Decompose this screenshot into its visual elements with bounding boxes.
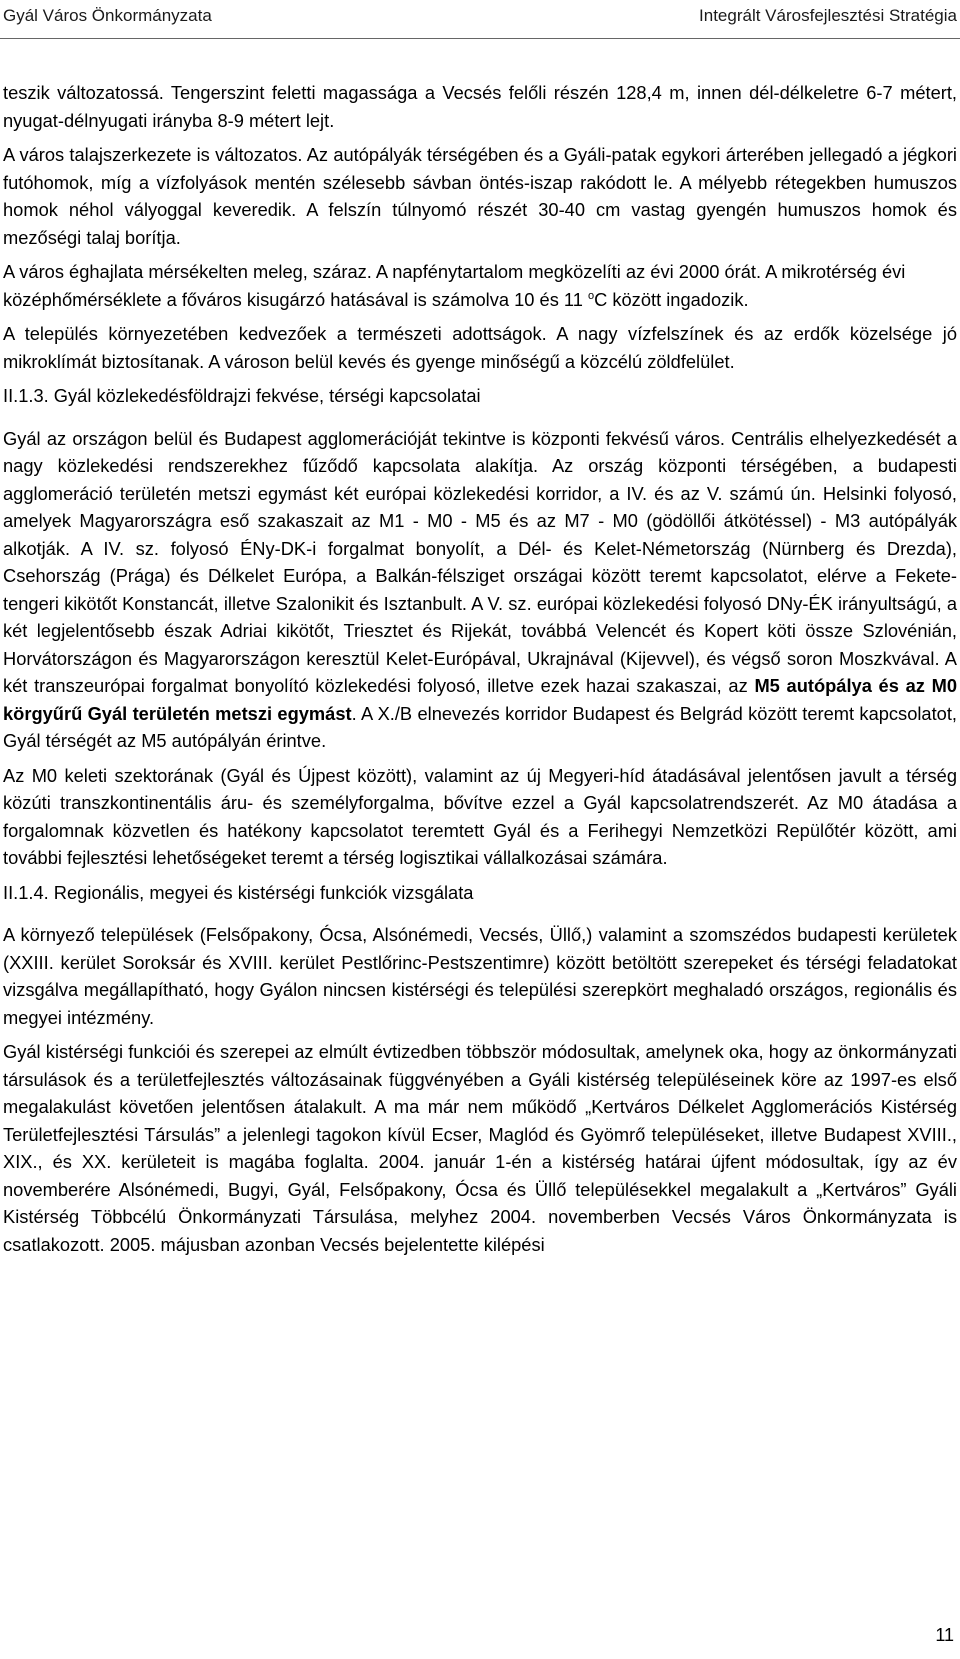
page-header — [3, 6, 957, 36]
paragraph-soil: A város talajszerkezete is változatos. Az autópályák térségében és a Gyáli-patak egykori árterében jellegadó a jégkori futóhomok, míg a vízfolyások mentén szélesebb sávban öntés-iszap rakódott le. A mélyebb rétegekben humuszos homok néhol vályoggal keveredik. A felszín túlnyomó részét 30-40 cm vastag gyengén humuszos homok és mezőségi talaj borítja. — [3, 144, 957, 248]
paragraph-regional-functions: A környező települések (Felsőpakony, Ócsa, Alsónémedi, Vecsés, Üllő,) valamint a szomszédos budapesti kerületek (XXIII. kerület Soroksár és XVIII. kerület Pestlőrinc-Pestszentimre) között betöltött szerepeket és térségi feladatokat vizsgálva megállapítható, hogy Gyálon nincsen kistérségi és települési szerepkört meghaladó országos, regionális és megyei intézmény. — [3, 924, 957, 1028]
paragraph-subregion: Gyál kistérségi funkciói és szerepei az elmúlt évtizedben többször módosultak, amelynek oka, hogy az önkormányzati társulások és a területfejlesztés változásainak függvényében a Gyáli kistérség településeinek köre az 1997-es első megalakulást követően jelentősen átalakult. A ma már nem működő „Kertváros Délkelet Agglomerációs Kistérség Területfejlesztési Társulás” a jelenlegi tagokon kívül Ecser, Maglód és Gyömrő településeket, illetve Budapest XVIII., XIX., és XX. kerületeit is magába foglalta. 2004. január 1-én a kistérség határai újfent módosultak, így az év novemberére Alsónémedi, Bugyi, Gyál, Felsőpakony, Ócsa és Üllő településekkel megalakult a „Kertváros” Gyáli Kistérség Többcélú Önkormányzati Társulása, melyhez 2004. novemberben Vecsés Város Önkormányzata is csatlakozott. 2005. májusban azonban Vecsés bejelentette kilépési — [3, 1041, 957, 1255]
page-number: 11 — [935, 1625, 954, 1645]
degree-superscript: o — [587, 289, 595, 302]
paragraph-m0: Az M0 keleti szektorának (Gyál és Újpest között), valamint az új Megyeri-híd átadásával jelentősen javult a térség közúti transzkontinentális áru- és személyforgalma, bővítve ezzel a Gyál kapcsolatrendszerét. Az M0 átadása a forgalomnak közvetlen és hatékony kapcsolatot teremtett Gyál és a Ferihegyi Nemzetközi Repülőtér között, ami további fejlesztési lehetőségeket teremt a térség logisztikai vállalkozásai számára. — [3, 764, 957, 868]
section-heading-regional: II.1.4. Regionális, megyei és kistérségi funkciók vizsgálata — [3, 881, 474, 903]
climate-text-start: A város éghajlata mérsékelten meleg, száraz. A napfénytartalom megközelíti az évi 2000 órát. A mikrotérség évi középhőmérséklete a főváros kisugárzó hatásával is számolva 10 és 11 — [3, 261, 906, 310]
header-divider — [0, 38, 960, 39]
paragraph-elevation: teszik változatossá. Tengerszint feletti magassága a Vecsés felőli részén 128,4 m, innen dél-délkeletre 6-7 métert, nyugat-délnyugati irányba 8-9 métert lejt. — [3, 82, 957, 131]
header-organization: Gyál Város Önkormányzata — [3, 6, 212, 25]
climate-text-end: C között ingadozik. — [594, 288, 749, 310]
section-heading-transport: II.1.3. Gyál közlekedésföldrajzi fekvése, térségi kapcsolatai — [3, 385, 481, 406]
corridors-text-start: Gyál az országon belül és Budapest agglomerációját tekintve is központi fekvésű város. Centrális elhelyezkedését a nagy közlekedési rendszerekhez fűződő kapcsolata alakítja. Az ország központi térségében, a budapesti agglomeráció területén metszi egymást két európai közlekedési korridor, a IV. és az V. számú ún. Helsinki folyosó, amelyek Magyarországra eső szakaszait az M1 - M0 - M5 és az M7 - M0 (gödöllői átkötéssel) - M3 autópályák alkotják. A IV. sz. folyosó ÉNy-DK-i forgalmat bonyolít, a Dél- és Kelet-Németország (Nürnberg és Drezda), Csehország (Prága) és Délkelet Európa, a Balkán-félsziget országai között teremt kapcsolatot, elérve a Fekete-tengeri kikötőt Konstancát, illetve Szalonikit és Isztanbult. A V. sz. európai közlekedési folyosó DNy-ÉK irányultságú, a két legjelentősebb észak Adriai kikötőt, Triesztet és Rijekát, továbbá Velencét és Kopert köti össze Szlovénián, Horvátországon és Magyarországon keresztül Kelet-Európával, Ukrajnával (Kijevvel), és végső soron Moszkvával. A két transzeurópai forgalmat bonyolító közlekedési folyosó, illetve ezek hazai szakaszai, az — [3, 427, 957, 696]
corridors-text-end: . A X./B elnevezés korridor Budapest és Belgrád között teremt kapcsolatot, Gyál térségét az M5 autópályán érintve. — [3, 702, 957, 751]
paragraph-climate — [3, 258, 957, 313]
paragraph-environment: A település környezetében kedvezőek a természeti adottságok. A nagy vízfelszínek és az erdők közelsége jó mikroklímát biztosítanak. A városon belül kevés és gyenge minőségű a közcélú zöldfelület. — [3, 323, 957, 372]
corridors-bold-text: M5 autópálya és az M0 körgyűrű Gyál területén metszi egymást — [3, 675, 957, 724]
paragraph-corridors — [3, 425, 957, 755]
document-body — [3, 79, 957, 1265]
header-document-title: Integrált Városfejlesztési Stratégia — [699, 6, 957, 25]
